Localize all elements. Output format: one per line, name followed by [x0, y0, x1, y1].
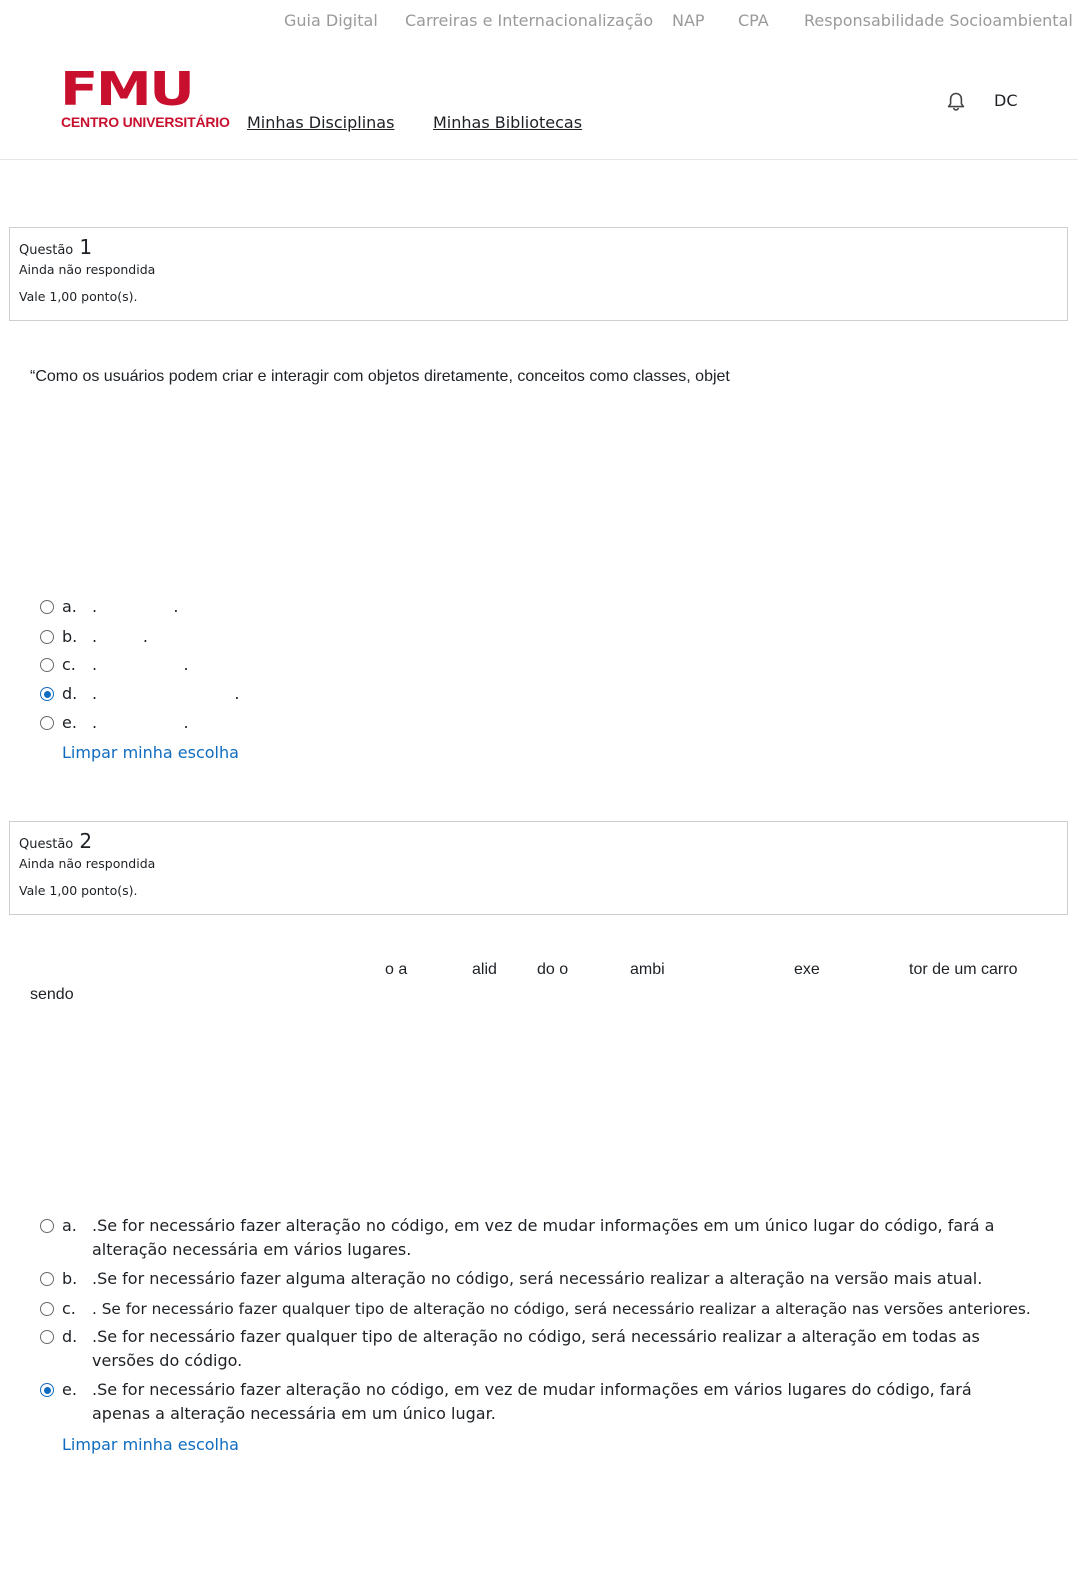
question-1-answer-e[interactable] — [40, 711, 1030, 735]
answer-letter: c. — [62, 1299, 76, 1318]
question-2-info — [9, 821, 1068, 915]
text-fragment: do o — [537, 961, 569, 978]
text-fragment: exe — [794, 961, 820, 978]
nav-minhas-bibliotecas[interactable]: Minhas Bibliotecas — [433, 113, 583, 132]
radio-button[interactable] — [40, 716, 54, 730]
question-2-answer-c[interactable] — [40, 1297, 1030, 1321]
answer-text: . . — [92, 627, 148, 646]
question-1-clear-choice[interactable]: Limpar minha escolha — [62, 743, 239, 762]
question-label: Questão — [19, 243, 74, 258]
answer-letter: b. — [62, 627, 78, 646]
question-1-text: “Como os usuários podem criar e interagir com objetos diretamente, conceitos como classes, objet — [30, 368, 730, 385]
question-2-answer-d[interactable] — [40, 1325, 1030, 1373]
answer-text: .Se for necessário fazer alguma alteração no código, será necessário realizar a alteração na versão mais atual. — [92, 1269, 983, 1288]
answer-text: . . — [92, 597, 179, 616]
radio-button[interactable] — [40, 658, 54, 672]
topnav-guia-digital[interactable]: Guia Digital — [284, 11, 378, 30]
text-fragment: o a — [385, 961, 408, 978]
text-fragment: ambi — [630, 961, 665, 978]
answer-text: .Se for necessário fazer alteração no código, em vez de mudar informações em um único lugar do código, fará a alteração necessária em vários lugares. — [92, 1216, 995, 1259]
radio-button[interactable] — [40, 1330, 54, 1344]
radio-button[interactable] — [40, 1219, 54, 1233]
question-label: Questão — [19, 837, 74, 852]
logo-subtitle: CENTRO UNIVERSITÁRIO — [61, 114, 230, 130]
radio-button[interactable] — [40, 1272, 54, 1286]
answer-text: . Se for necessário fazer qualquer tipo de alteração no código, será necessário realizar a alteração nas versões anteriores. — [92, 1300, 1031, 1318]
topnav-nap[interactable]: NAP — [672, 11, 705, 30]
radio-button[interactable] — [40, 1302, 54, 1316]
site-header — [0, 42, 1078, 160]
answer-text: .Se for necessário fazer qualquer tipo de alteração no código, será necessário realizar a alteração em todas as versões do código. — [92, 1327, 980, 1370]
nav-minhas-disciplinas[interactable]: Minhas Disciplinas — [247, 113, 395, 132]
question-number — [19, 234, 1058, 260]
question-1-answer-a[interactable] — [40, 595, 1030, 619]
answer-letter: a. — [62, 1216, 77, 1235]
user-menu[interactable]: DC — [994, 91, 1018, 110]
answer-text: . . — [92, 684, 240, 703]
answer-letter: e. — [62, 1380, 77, 1399]
question-state: Ainda não respondida — [19, 262, 156, 277]
fmu-logo[interactable] — [60, 62, 230, 134]
answer-letter: d. — [62, 1327, 78, 1346]
top-utility-nav — [0, 0, 1078, 42]
question-grade: Vale 1,00 ponto(s). — [19, 883, 138, 898]
question-state: Ainda não respondida — [19, 856, 156, 871]
text-fragment: sendo — [30, 986, 74, 1003]
topnav-cpa[interactable]: CPA — [738, 11, 769, 30]
question-1-answer-d[interactable] — [40, 682, 1030, 706]
logo-wordmark: FMU — [60, 62, 193, 116]
question-1-answer-b[interactable] — [40, 625, 1030, 649]
question-number-value: 1 — [79, 235, 93, 259]
topnav-carreiras[interactable]: Carreiras e Internacionalização — [405, 11, 654, 30]
question-grade: Vale 1,00 ponto(s). — [19, 289, 138, 304]
answer-letter: d. — [62, 684, 78, 703]
text-fragment: alid — [472, 961, 497, 978]
question-1-info — [9, 227, 1068, 321]
question-number — [19, 828, 1058, 854]
question-number-value: 2 — [79, 829, 93, 853]
question-2-clear-choice[interactable]: Limpar minha escolha — [62, 1435, 239, 1454]
radio-button[interactable] — [40, 600, 54, 614]
bell-icon[interactable] — [946, 91, 966, 113]
question-2-answer-b[interactable] — [40, 1267, 1030, 1291]
radio-button-checked[interactable] — [40, 687, 54, 701]
text-fragment: tor de um carro — [909, 961, 1018, 978]
question-2-answer-a[interactable] — [40, 1214, 1030, 1262]
topnav-responsabilidade[interactable]: Responsabilidade Socioambiental — [804, 11, 1073, 30]
question-1-answer-c[interactable] — [40, 653, 1030, 677]
answer-letter: a. — [62, 597, 77, 616]
radio-button-checked[interactable] — [40, 1383, 54, 1397]
answer-text: . . — [92, 713, 189, 732]
answer-letter: b. — [62, 1269, 78, 1288]
answer-letter: c. — [62, 655, 76, 674]
question-2-answer-e[interactable] — [40, 1378, 1030, 1426]
answer-text: .Se for necessário fazer alteração no código, em vez de mudar informações em vários lugares do código, fará apenas a alteração necessária em um único lugar. — [92, 1380, 972, 1423]
radio-button[interactable] — [40, 630, 54, 644]
answer-text: . . — [92, 655, 189, 674]
answer-letter: e. — [62, 713, 77, 732]
